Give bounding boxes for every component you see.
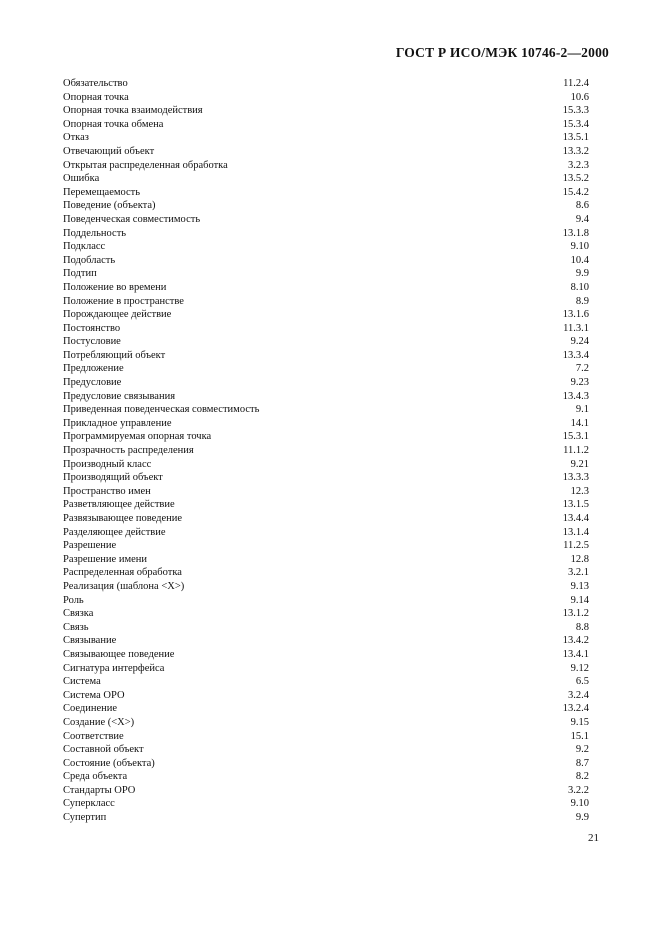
index-term: Роль	[63, 594, 84, 606]
index-term: Поведение (объекта)	[63, 200, 156, 212]
index-reference: 15.4.2	[562, 186, 589, 198]
index-reference: 13.1.4	[562, 526, 589, 538]
index-reference: 10.4	[570, 254, 589, 266]
index-term: Подтип	[63, 268, 97, 280]
index-entry	[63, 566, 589, 580]
index-reference: 13.2.4	[562, 703, 589, 715]
index-term: Среда объекта	[63, 771, 128, 783]
index-entry	[63, 498, 589, 512]
index-reference: 11.2.5	[563, 540, 589, 552]
index-reference: 9.13	[570, 580, 589, 592]
index-term: Положение во времени	[63, 281, 167, 293]
index-reference: 13.4.2	[562, 635, 589, 647]
index-reference: 13.4.4	[562, 513, 589, 524]
index-term: Распределенная обработка	[63, 567, 182, 579]
index-entry	[63, 471, 589, 485]
index-reference: 8.7	[575, 757, 589, 769]
index-term: Опорная точка взаимодействия	[63, 105, 203, 117]
index-reference: 3.2.3	[568, 159, 589, 171]
index-reference: 13.1.6	[562, 309, 589, 321]
index-reference: 8.8	[575, 621, 589, 633]
index-entry	[63, 675, 589, 689]
index-reference: 9.21	[570, 458, 589, 470]
index-term: Соединение	[63, 703, 118, 715]
index-term: Потребляющий объект	[63, 349, 166, 361]
index-term: Производящий объект	[63, 472, 163, 484]
index-reference: 9.9	[575, 812, 589, 824]
index-term: Разветвляющее действие	[63, 499, 175, 511]
index-reference: 3.2.2	[568, 784, 589, 796]
index-reference: 13.3.4	[562, 349, 589, 361]
index-reference: 13.4.3	[562, 390, 589, 402]
index-entry	[63, 118, 589, 132]
index-term: Приведенная поведенческая совместимость	[63, 404, 260, 416]
index-entry	[63, 295, 589, 309]
index-entry	[63, 254, 589, 268]
index-term: Порождающее действие	[63, 309, 172, 321]
index-entry	[63, 308, 589, 322]
index-entry	[63, 458, 589, 472]
index-reference: 6.5	[575, 676, 589, 688]
index-term: Стандарты ОРО	[63, 784, 136, 796]
index-reference: 13.5.2	[562, 173, 589, 185]
index-reference: 9.10	[570, 798, 589, 810]
index-entry	[63, 91, 589, 105]
index-reference: 8.2	[575, 771, 589, 783]
index-term: Разрешение имени	[63, 553, 147, 565]
index-term: Супертип	[63, 812, 107, 824]
index-term: Предусловие	[63, 377, 122, 389]
index-entry	[63, 430, 589, 444]
index-term: Постусловие	[63, 336, 121, 348]
index-entry	[63, 227, 589, 241]
index-reference: 9.4	[575, 213, 589, 225]
index-entry	[63, 159, 589, 173]
index-entry	[63, 267, 589, 281]
index-entry	[63, 131, 589, 145]
index-term: Прикладное управление	[63, 417, 172, 429]
index-reference: 7.2	[575, 363, 589, 375]
term-index	[63, 77, 589, 825]
index-term: Поведенческая совместимость	[63, 213, 201, 225]
index-reference: 11.3.1	[563, 322, 589, 334]
index-entry	[63, 417, 589, 431]
index-entry	[63, 594, 589, 608]
index-reference: 13.1.8	[562, 227, 589, 239]
index-term: Программируемая опорная точка	[63, 431, 212, 443]
index-entry	[63, 526, 589, 540]
index-term: Система ОРО	[63, 689, 125, 701]
index-term: Перемещаемость	[63, 186, 141, 198]
index-entry	[63, 512, 589, 526]
index-entry	[63, 335, 589, 349]
index-term: Создание (<X>)	[63, 716, 135, 728]
index-term: Производный класс	[63, 458, 152, 470]
index-entry	[63, 716, 589, 730]
index-reference: 13.5.1	[562, 132, 589, 144]
index-entry	[63, 607, 589, 621]
index-reference: 9.10	[570, 241, 589, 253]
index-entry	[63, 811, 589, 825]
index-entry	[63, 444, 589, 458]
index-reference: 9.24	[570, 336, 589, 348]
index-term: Отвечающий объект	[63, 145, 155, 157]
index-term: Развязывающее поведение	[63, 513, 183, 524]
index-term: Реализация (шаблона <X>)	[63, 580, 185, 592]
index-reference: 9.12	[570, 662, 589, 674]
index-entry	[63, 77, 589, 91]
index-entry	[63, 349, 589, 363]
index-reference: 13.3.3	[562, 472, 589, 484]
index-term: Отказ	[63, 132, 89, 144]
index-entry	[63, 172, 589, 186]
index-entry	[63, 390, 589, 404]
index-term: Разрешение	[63, 540, 117, 552]
index-reference: 8.9	[575, 295, 589, 307]
index-reference: 9.14	[570, 594, 589, 606]
index-entry	[63, 186, 589, 200]
index-entry	[63, 553, 589, 567]
index-term: Положение в пространстве	[63, 295, 184, 307]
index-reference: 9.2	[575, 744, 589, 756]
index-reference: 3.2.1	[568, 567, 589, 579]
index-reference: 13.1.2	[562, 608, 589, 620]
index-term: Состояние (объекта)	[63, 757, 155, 769]
index-reference: 12.8	[570, 553, 589, 565]
index-term: Подкласс	[63, 241, 106, 253]
index-entry	[63, 580, 589, 594]
index-term: Опорная точка обмена	[63, 118, 164, 130]
index-reference: 9.1	[575, 404, 589, 416]
index-entry	[63, 797, 589, 811]
index-term: Обязательство	[63, 78, 128, 89]
index-entry	[63, 376, 589, 390]
index-reference: 12.3	[570, 485, 589, 497]
index-term: Связывающее поведение	[63, 648, 175, 660]
index-entry	[63, 281, 589, 295]
index-entry	[63, 621, 589, 635]
index-term: Разделяющее действие	[63, 526, 166, 538]
index-term: Предусловие связывания	[63, 390, 176, 402]
index-reference: 15.1	[570, 730, 589, 742]
index-term: Система	[63, 676, 101, 688]
index-entry	[63, 743, 589, 757]
page-number: 21	[588, 832, 599, 844]
index-term: Ошибка	[63, 173, 100, 185]
index-term: Подобласть	[63, 254, 116, 266]
index-entry	[63, 485, 589, 499]
index-term: Связка	[63, 608, 94, 620]
index-reference: 13.4.1	[562, 648, 589, 660]
index-reference: 14.1	[570, 417, 589, 429]
index-term: Поддельность	[63, 227, 127, 239]
index-term: Сигнатура интерфейса	[63, 662, 165, 674]
index-entry	[63, 104, 589, 118]
index-reference: 15.3.4	[562, 118, 589, 130]
index-reference: 3.2.4	[568, 689, 589, 701]
index-entry	[63, 213, 589, 227]
index-term: Предложение	[63, 363, 124, 375]
index-reference: 15.3.1	[562, 431, 589, 443]
index-entry	[63, 634, 589, 648]
index-entry	[63, 730, 589, 744]
document-header: ГОСТ Р ИСО/МЭК 10746-2—2000	[395, 45, 609, 60]
index-reference: 9.15	[570, 716, 589, 728]
index-term: Пространство имен	[63, 485, 151, 497]
index-entry	[63, 648, 589, 662]
index-reference: 11.1.2	[563, 445, 589, 457]
index-reference: 10.6	[570, 91, 589, 103]
index-reference: 13.3.2	[562, 145, 589, 157]
index-term: Связь	[63, 621, 89, 633]
index-reference: 9.9	[575, 268, 589, 280]
index-term: Составной объект	[63, 744, 144, 756]
index-entry	[63, 770, 589, 784]
index-entry	[63, 702, 589, 716]
index-entry	[63, 757, 589, 771]
index-entry	[63, 689, 589, 703]
index-term: Открытая распределенная обработка	[63, 159, 228, 171]
index-reference: 11.2.4	[563, 78, 589, 89]
index-entry	[63, 199, 589, 213]
index-term: Связывание	[63, 635, 117, 647]
index-entry	[63, 362, 589, 376]
index-entry	[63, 403, 589, 417]
index-entry	[63, 322, 589, 336]
index-reference: 8.6	[575, 200, 589, 212]
index-reference: 8.10	[570, 281, 589, 293]
index-term: Прозрачность распределения	[63, 445, 194, 457]
index-term: Опорная точка	[63, 91, 129, 103]
index-reference: 13.1.5	[562, 499, 589, 511]
index-entry	[63, 240, 589, 254]
index-entry	[63, 145, 589, 159]
index-entry	[63, 539, 589, 553]
index-entry	[63, 662, 589, 676]
index-term: Постоянство	[63, 322, 121, 334]
index-entry	[63, 784, 589, 798]
index-term: Соответствие	[63, 730, 124, 742]
index-reference: 9.23	[570, 377, 589, 389]
index-reference: 15.3.3	[562, 105, 589, 117]
index-term: Суперкласс	[63, 798, 115, 810]
